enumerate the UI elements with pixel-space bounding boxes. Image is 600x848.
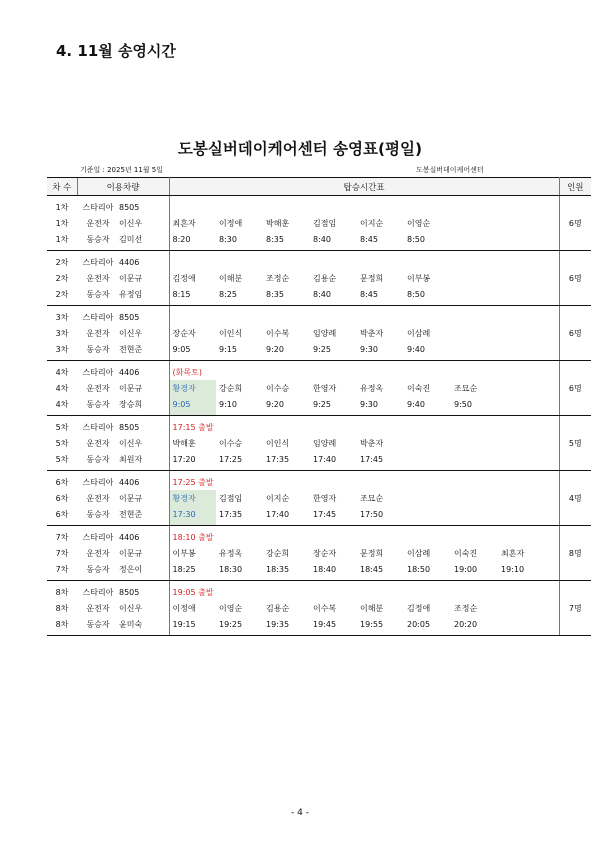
round-number: 1차	[55, 202, 69, 212]
pickup-time: 17:35	[263, 451, 310, 471]
vehicle-number: 4406	[119, 471, 169, 491]
passenger-name: 이숙진	[407, 383, 431, 393]
driver-name: 이문규	[119, 490, 169, 506]
table-row	[47, 341, 591, 361]
driver-name: 이신우	[119, 325, 169, 341]
round-number: 6차	[55, 477, 69, 487]
table-row	[47, 616, 591, 636]
vehicle-number: 8505	[119, 581, 169, 601]
driver-name: 이신우	[119, 600, 169, 616]
header-times: 탑승시간표	[169, 178, 559, 196]
pickup-time: 9:05	[169, 341, 216, 361]
empty-cell	[498, 231, 544, 251]
passenger-name: 박해훈	[266, 218, 290, 228]
passenger-name: 이삼례	[407, 548, 431, 558]
passenger-name: 문정희	[360, 548, 384, 558]
empty-cell	[404, 435, 451, 451]
passenger-name: 이수승	[219, 438, 243, 448]
empty-cell	[544, 490, 559, 506]
empty-cell	[498, 435, 544, 451]
pickup-time: 17:35	[216, 506, 263, 526]
pickup-time: 17:20	[169, 451, 216, 471]
pickup-time: 17:50	[357, 506, 404, 526]
empty-cell	[498, 600, 544, 616]
pickup-time: 20:05	[404, 616, 451, 636]
departure-note: 17:15 출발	[172, 422, 214, 432]
empty-cell	[544, 600, 559, 616]
passenger-name: 박춘자	[360, 438, 384, 448]
vehicle-model: 스타리아	[82, 257, 114, 267]
passenger-count: 5명	[559, 435, 591, 451]
empty-cell	[404, 506, 451, 526]
vehicle-model: 스타리아	[82, 477, 114, 487]
passenger-count: 6명	[559, 380, 591, 396]
empty-cell	[404, 451, 451, 471]
empty-cell	[451, 325, 498, 341]
empty-cell	[451, 341, 498, 361]
passenger-count: 8명	[559, 545, 591, 561]
pickup-time: 9:40	[404, 341, 451, 361]
pickup-time: 18:40	[310, 561, 357, 581]
round-number: 2차	[47, 286, 77, 306]
vehicle-model: 스타리아	[82, 312, 114, 322]
basis-date: 기준일 : 2025년 11월 5일	[80, 166, 164, 174]
header-vehicle: 이용차량	[77, 178, 169, 196]
departure-note: (화목토)	[172, 367, 202, 377]
helper-name: 최원자	[119, 451, 169, 471]
passenger-name: 김정애	[407, 603, 431, 613]
passenger-name: 최흔자	[501, 548, 525, 558]
table-row	[47, 416, 591, 436]
round-number: 6차	[47, 506, 77, 526]
helper-role: 동승자	[77, 561, 119, 581]
passenger-count: 6명	[559, 215, 591, 231]
count-spacer	[559, 526, 591, 546]
passenger-name: 김용순	[313, 273, 337, 283]
table-row	[47, 490, 591, 506]
passenger-name: 황경자	[169, 380, 216, 396]
vehicle-model: 스타리아	[82, 587, 114, 597]
count-spacer	[559, 396, 591, 416]
driver-role: 운전자	[86, 438, 110, 448]
count-spacer	[559, 306, 591, 326]
empty-cell	[451, 286, 498, 306]
table-row	[47, 380, 591, 396]
table-row	[47, 506, 591, 526]
passenger-name: 김용순	[266, 603, 290, 613]
departure-note: 19:05 출발	[172, 587, 214, 597]
round-number: 1차	[55, 218, 69, 228]
empty-cell	[498, 396, 544, 416]
count-spacer	[559, 581, 591, 601]
table-row	[47, 561, 591, 581]
pickup-time: 19:35	[263, 616, 310, 636]
empty-cell	[451, 270, 498, 286]
pickup-time: 17:45	[357, 451, 404, 471]
empty-cell	[498, 341, 544, 361]
pickup-time: 20:20	[451, 616, 498, 636]
helper-role: 동승자	[77, 286, 119, 306]
passenger-name: 박춘자	[360, 328, 384, 338]
count-spacer	[559, 231, 591, 251]
pickup-time: 8:35	[263, 231, 310, 251]
empty-cell	[544, 435, 559, 451]
round-number: 6차	[55, 493, 69, 503]
count-spacer	[559, 451, 591, 471]
empty-cell	[544, 341, 559, 361]
round-number: 2차	[55, 273, 69, 283]
pickup-time: 18:25	[169, 561, 216, 581]
section-heading: 4. 11월 송영시간	[56, 42, 176, 60]
passenger-count: 6명	[559, 270, 591, 286]
helper-name: 김미선	[119, 231, 169, 251]
empty-cell	[544, 616, 559, 636]
passenger-name: 박해훈	[172, 438, 196, 448]
round-number: 1차	[47, 231, 77, 251]
empty-cell	[544, 215, 559, 231]
pickup-time: 18:45	[357, 561, 404, 581]
passenger-name: 이정애	[219, 218, 243, 228]
pickup-time: 19:25	[216, 616, 263, 636]
pickup-time: 9:50	[451, 396, 498, 416]
table-row	[47, 471, 591, 491]
passenger-name: 유정옥	[360, 383, 384, 393]
header-count: 인원	[559, 178, 591, 196]
passenger-name: 김정애	[172, 273, 196, 283]
round-number: 5차	[47, 451, 77, 471]
helper-role: 동승자	[77, 231, 119, 251]
helper-name: 윤미숙	[119, 616, 169, 636]
empty-cell	[498, 616, 544, 636]
empty-cell	[451, 506, 498, 526]
pickup-time: 17:40	[310, 451, 357, 471]
departure-note: 18:10 출발	[172, 532, 214, 542]
passenger-name: 이해분	[360, 603, 384, 613]
pickup-time: 19:15	[169, 616, 216, 636]
pickup-time: 19:10	[498, 561, 544, 581]
pickup-time: 17:30	[169, 506, 216, 526]
table-row	[47, 396, 591, 416]
pickup-time: 19:55	[357, 616, 404, 636]
driver-role: 운전자	[86, 273, 110, 283]
pickup-time: 9:20	[263, 396, 310, 416]
schedule-title: 도봉실버데이케어센터 송영표(평일)	[177, 140, 423, 158]
count-spacer	[559, 416, 591, 436]
driver-name: 이신우	[119, 435, 169, 451]
empty-cell	[544, 286, 559, 306]
pickup-time: 9:25	[310, 341, 357, 361]
table-row	[47, 306, 591, 326]
passenger-name: 김점임	[313, 218, 337, 228]
empty-cell	[544, 231, 559, 251]
passenger-name: 장순자	[313, 548, 337, 558]
pickup-time: 8:50	[404, 231, 451, 251]
pickup-time: 8:15	[169, 286, 216, 306]
driver-name: 이문규	[119, 545, 169, 561]
table-row	[47, 361, 591, 381]
pickup-time: 8:20	[169, 231, 216, 251]
passenger-name: 조정순	[454, 603, 478, 613]
pickup-time: 18:35	[263, 561, 310, 581]
empty-cell	[451, 451, 498, 471]
round-number: 4차	[55, 383, 69, 393]
table-row	[47, 435, 591, 451]
departure-note	[169, 196, 559, 216]
pickup-time: 9:15	[216, 341, 263, 361]
driver-role: 운전자	[86, 493, 110, 503]
table-row	[47, 196, 591, 216]
empty-cell	[498, 380, 544, 396]
helper-name: 전현준	[119, 341, 169, 361]
round-number: 7차	[55, 548, 69, 558]
driver-role: 운전자	[86, 548, 110, 558]
departure-note: 17:25 출발	[172, 477, 214, 487]
passenger-name: 장순자	[172, 328, 196, 338]
shuttle-schedule-table	[47, 177, 591, 636]
passenger-count: 6명	[559, 325, 591, 341]
pickup-time: 8:25	[216, 286, 263, 306]
pickup-time: 9:30	[357, 396, 404, 416]
count-spacer	[559, 471, 591, 491]
count-spacer	[559, 196, 591, 216]
pickup-time: 18:30	[216, 561, 263, 581]
pickup-time: 8:30	[216, 231, 263, 251]
pickup-time: 9:30	[357, 341, 404, 361]
passenger-name: 황경자	[169, 490, 216, 506]
pickup-time: 9:20	[263, 341, 310, 361]
empty-cell	[451, 215, 498, 231]
driver-role: 운전자	[86, 603, 110, 613]
helper-role: 동승자	[77, 396, 119, 416]
table-row	[47, 581, 591, 601]
departure-note	[169, 251, 559, 271]
departure-note	[169, 306, 559, 326]
passenger-name: 이지순	[360, 218, 384, 228]
round-number: 3차	[55, 312, 69, 322]
driver-name: 이문규	[119, 270, 169, 286]
passenger-name: 유정옥	[219, 548, 243, 558]
driver-name: 이신우	[119, 215, 169, 231]
helper-name: 장승희	[119, 396, 169, 416]
empty-cell	[544, 561, 559, 581]
passenger-count: 4명	[559, 490, 591, 506]
passenger-name: 한영자	[313, 493, 337, 503]
passenger-name: 문정희	[360, 273, 384, 283]
pickup-time: 8:35	[263, 286, 310, 306]
passenger-name: 이인식	[266, 438, 290, 448]
empty-cell	[498, 451, 544, 471]
passenger-name: 조묘순	[360, 493, 384, 503]
pickup-time: 9:10	[216, 396, 263, 416]
driver-role: 운전자	[86, 218, 110, 228]
empty-cell	[544, 506, 559, 526]
vehicle-number: 8505	[119, 196, 169, 216]
helper-name: 전현준	[119, 506, 169, 526]
vehicle-model: 스타리아	[82, 367, 114, 377]
round-number: 4차	[55, 367, 69, 377]
round-number: 7차	[55, 532, 69, 542]
helper-role: 동승자	[77, 341, 119, 361]
table-row	[47, 325, 591, 341]
round-number: 2차	[55, 257, 69, 267]
empty-cell	[451, 231, 498, 251]
passenger-name: 강순희	[219, 383, 243, 393]
helper-name: 정은이	[119, 561, 169, 581]
driver-role: 운전자	[86, 383, 110, 393]
table-row	[47, 451, 591, 471]
pickup-time: 17:25	[216, 451, 263, 471]
empty-cell	[544, 545, 559, 561]
table-row	[47, 251, 591, 271]
passenger-name: 임양례	[313, 328, 337, 338]
passenger-name: 이영순	[219, 603, 243, 613]
pickup-time: 8:40	[310, 231, 357, 251]
table-row	[47, 270, 591, 286]
pickup-time: 18:50	[404, 561, 451, 581]
passenger-name: 이숙진	[454, 548, 478, 558]
pickup-time: 17:40	[263, 506, 310, 526]
driver-role: 운전자	[86, 328, 110, 338]
round-number: 3차	[47, 341, 77, 361]
round-number: 8차	[55, 587, 69, 597]
passenger-name: 이수복	[313, 603, 337, 613]
pickup-time: 9:25	[310, 396, 357, 416]
vehicle-model: 스타리아	[82, 532, 114, 542]
round-number: 7차	[47, 561, 77, 581]
passenger-name: 이정애	[172, 603, 196, 613]
helper-name: 유정임	[119, 286, 169, 306]
table-row	[47, 526, 591, 546]
round-number: 8차	[47, 616, 77, 636]
passenger-count: 7명	[559, 600, 591, 616]
passenger-name: 이수복	[266, 328, 290, 338]
round-number: 8차	[55, 603, 69, 613]
round-number: 5차	[55, 438, 69, 448]
helper-role: 동승자	[77, 616, 119, 636]
empty-cell	[544, 451, 559, 471]
empty-cell	[544, 325, 559, 341]
schedule-body	[47, 196, 591, 636]
pickup-time: 8:50	[404, 286, 451, 306]
header-no: 차 수	[47, 178, 77, 196]
helper-role: 동승자	[77, 451, 119, 471]
passenger-name: 김점임	[219, 493, 243, 503]
passenger-name: 이부봉	[407, 273, 431, 283]
vehicle-number: 8505	[119, 416, 169, 436]
passenger-name: 조묘순	[454, 383, 478, 393]
round-number: 5차	[55, 422, 69, 432]
vehicle-model: 스타리아	[82, 422, 114, 432]
empty-cell	[451, 435, 498, 451]
passenger-name: 이수승	[266, 383, 290, 393]
table-row	[47, 215, 591, 231]
table-row	[47, 231, 591, 251]
pickup-time: 8:40	[310, 286, 357, 306]
passenger-name: 이영순	[407, 218, 431, 228]
empty-cell	[498, 506, 544, 526]
empty-cell	[498, 490, 544, 506]
passenger-name: 이지순	[266, 493, 290, 503]
table-row	[47, 600, 591, 616]
vehicle-number: 4406	[119, 251, 169, 271]
empty-cell	[498, 215, 544, 231]
passenger-name: 이해분	[219, 273, 243, 283]
round-number: 4차	[47, 396, 77, 416]
passenger-name: 이인식	[219, 328, 243, 338]
empty-cell	[404, 490, 451, 506]
center-name: 도봉실버데이케어센터	[416, 166, 484, 174]
count-spacer	[559, 361, 591, 381]
driver-name: 이문규	[119, 380, 169, 396]
vehicle-number: 4406	[119, 526, 169, 546]
vehicle-model: 스타리아	[82, 202, 114, 212]
passenger-name: 강순희	[266, 548, 290, 558]
passenger-name: 한영자	[313, 383, 337, 393]
empty-cell	[498, 325, 544, 341]
pickup-time: 17:45	[310, 506, 357, 526]
empty-cell	[544, 270, 559, 286]
helper-role: 동승자	[77, 506, 119, 526]
empty-cell	[498, 286, 544, 306]
round-number: 3차	[55, 328, 69, 338]
passenger-name: 이부봉	[172, 548, 196, 558]
table-header-row	[47, 178, 591, 196]
page-number: - 4 -	[291, 808, 309, 818]
count-spacer	[559, 506, 591, 526]
count-spacer	[559, 286, 591, 306]
empty-cell	[498, 270, 544, 286]
passenger-name: 최흔자	[172, 218, 196, 228]
pickup-time: 9:40	[404, 396, 451, 416]
pickup-time: 8:45	[357, 231, 404, 251]
passenger-name: 이삼례	[407, 328, 431, 338]
table-row	[47, 545, 591, 561]
table-row	[47, 286, 591, 306]
empty-cell	[451, 490, 498, 506]
count-spacer	[559, 341, 591, 361]
pickup-time: 9:05	[169, 396, 216, 416]
pickup-time: 19:45	[310, 616, 357, 636]
pickup-time: 8:45	[357, 286, 404, 306]
count-spacer	[559, 616, 591, 636]
vehicle-number: 8505	[119, 306, 169, 326]
passenger-name: 임양례	[313, 438, 337, 448]
vehicle-number: 4406	[119, 361, 169, 381]
empty-cell	[544, 396, 559, 416]
empty-cell	[544, 380, 559, 396]
count-spacer	[559, 561, 591, 581]
passenger-name: 조정순	[266, 273, 290, 283]
count-spacer	[559, 251, 591, 271]
pickup-time: 19:00	[451, 561, 498, 581]
